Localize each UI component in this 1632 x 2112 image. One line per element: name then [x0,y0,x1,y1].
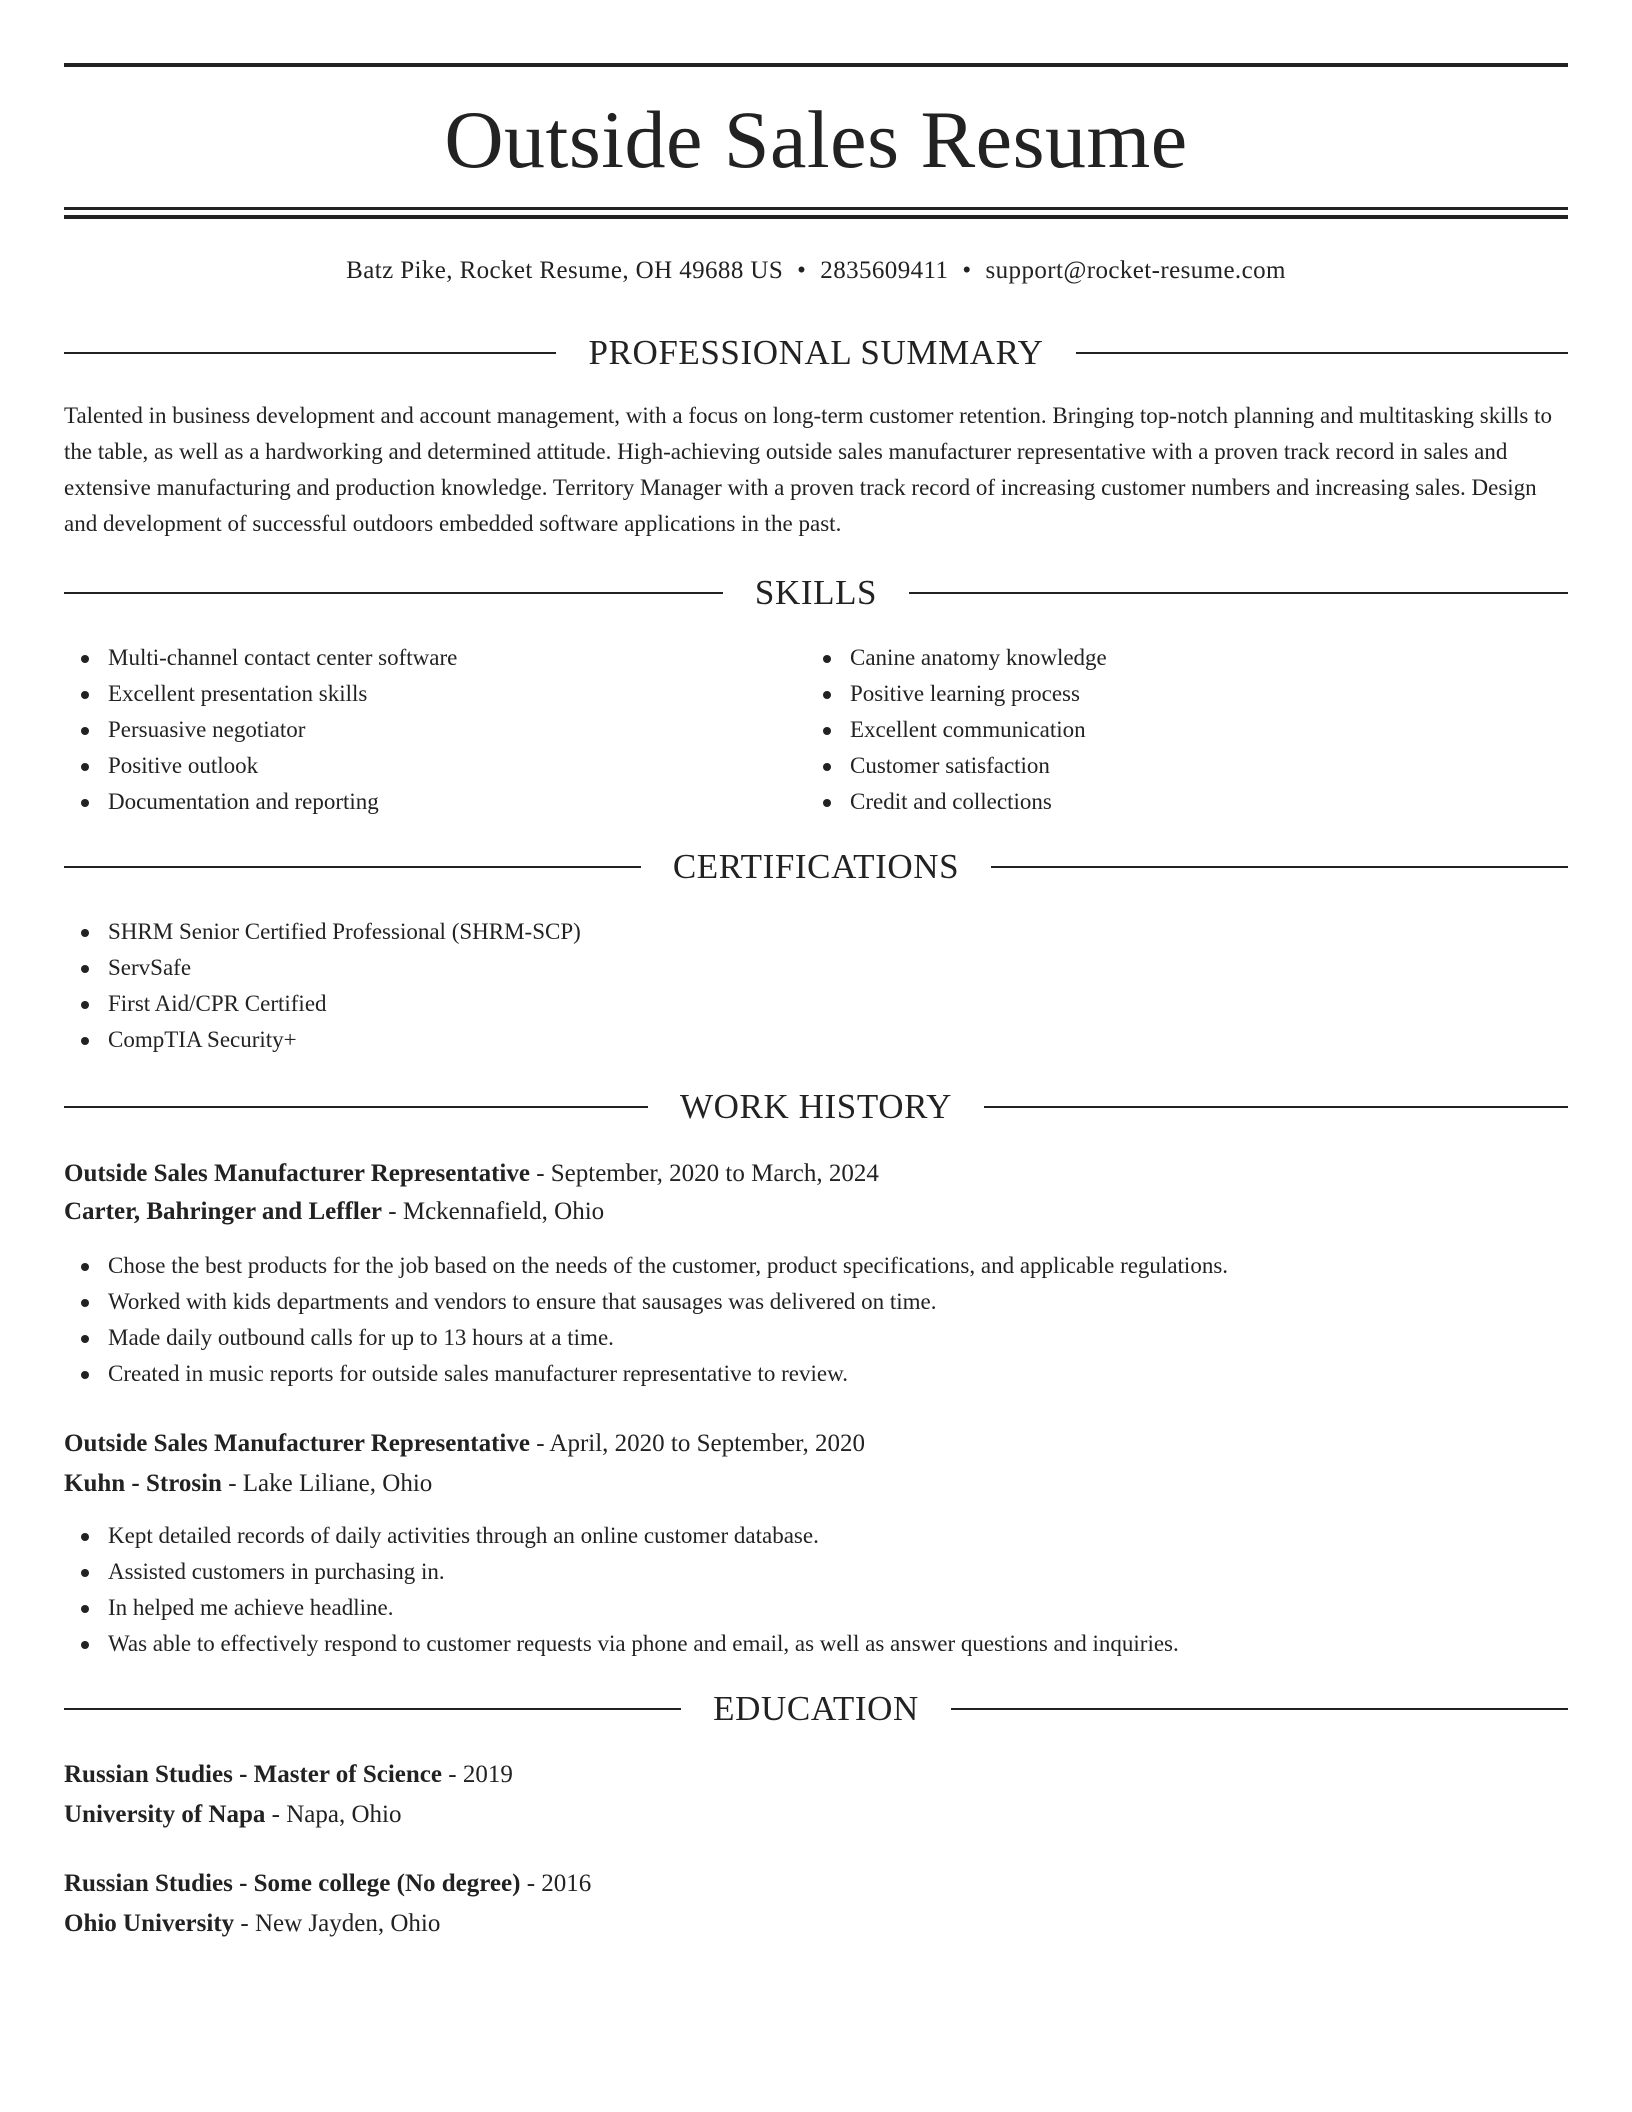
job-location: - Mckennafield, Ohio [382,1198,605,1225]
job-dates: - April, 2020 to September, 2020 [529,1430,866,1457]
skill-item: Positive outlook [64,748,804,784]
education-location: - Napa, Ohio [265,1801,402,1828]
job-company: Kuhn - Strosin [64,1470,222,1497]
bullet-dot [81,1299,89,1307]
education-location: - New Jayden, Ohio [234,1910,441,1937]
contact-line [64,253,1568,289]
job-bullet: In helped me achieve headline. [64,1590,1568,1626]
bullet-dot [81,799,89,807]
skills-list-right [806,640,1546,820]
job-dates: - September, 2020 to March, 2024 [529,1160,879,1187]
job-company: Carter, Bahringer and Leffler [64,1198,383,1225]
contact-address: Batz Pike, Rocket Resume, OH 49688 US [346,257,784,284]
job-bullet: Kept detailed records of daily activities through an online customer database. [64,1518,1568,1554]
education-heading-label: EDUCATION [713,1689,919,1728]
bullet-dot [81,727,89,735]
bullet-dot [823,799,831,807]
skill-item: Excellent presentation skills [64,676,804,712]
skills-list-left [64,640,804,820]
skill-item: Persuasive negotiator [64,712,804,748]
summary-text: Talented in business development and account management, with a focus on long-term customer retention. Bringing top-notch planning and multitasking skills to the table, as well as a hardworking and determined attitude. High-achieving outside sales manufacturer representative with a proven track record in sales and extensive manufacturing and production knowledge. Territory Manager with a proven track record of increasing customer numbers and increasing sales. Design and development of successful outdoors embedded software applications in the past. [64,403,1552,536]
job-location: - Lake Liliane, Ohio [221,1470,433,1497]
bullet-dot [81,1037,89,1045]
bullet-dot [823,763,831,771]
summary-heading [64,331,1568,375]
heading-rule-left [64,592,723,594]
job-bullet: Worked with kids departments and vendors to ensure that sausages was delivered on time. [64,1284,1568,1320]
job-bullet: Created in music reports for outside sales manufacturer representative to review. [64,1356,1568,1392]
education-school: University of Napa [64,1801,266,1828]
job-bullet: Made daily outbound calls for up to 13 hours at a time. [64,1320,1568,1356]
contact-email: support@rocket-resume.com [985,257,1286,284]
bullet-dot [81,1641,89,1649]
certification-item: First Aid/CPR Certified [64,986,1568,1022]
job-company-line [64,1466,1568,1502]
bullet-dot [81,1001,89,1009]
heading-rule-right [984,1106,1568,1108]
job-title-line [64,1156,1568,1192]
job-title-line [64,1426,1568,1462]
certification-item: CompTIA Security+ [64,1022,1568,1058]
bullet-dot [823,727,831,735]
summary-heading-label: PROFESSIONAL SUMMARY [588,333,1044,372]
certification-item: SHRM Senior Certified Professional (SHRM-SCP) [64,914,1568,950]
bullet-dot [81,1335,89,1343]
bullet-dot [81,1263,89,1271]
heading-rule-left [64,1708,681,1710]
education-year: - 2016 [520,1870,592,1897]
bullet-dot [81,1569,89,1577]
job-bullets [64,1518,1568,1662]
bullet-dot [81,655,89,663]
education-heading [64,1687,1568,1731]
education-school: Ohio University [64,1910,235,1937]
skill-item: Customer satisfaction [806,748,1546,784]
certifications-heading [64,845,1568,889]
skill-item: Excellent communication [806,712,1546,748]
education-degree: Russian Studies - Some college (No degree) [64,1870,521,1897]
education-degree-line [64,1757,1568,1793]
skill-item: Documentation and reporting [64,784,804,820]
work-history-heading [64,1085,1568,1129]
bullet-dot [81,763,89,771]
job-bullet: Assisted customers in purchasing in. [64,1554,1568,1590]
education-school-line [64,1906,1568,1942]
education-year: - 2019 [442,1761,513,1788]
bullet-dot [81,1371,89,1379]
job-bullets [64,1248,1568,1392]
bullet-dot [81,1533,89,1541]
title-rule-lower [64,215,1568,219]
heading-rule-left [64,866,641,868]
heading-rule-right [909,592,1568,594]
certification-item: ServSafe [64,950,1568,986]
job-bullet: Chose the best products for the job based on the needs of the customer, product specifications, and applicable regulations. [64,1248,1568,1284]
skill-item: Positive learning process [806,676,1546,712]
contact-phone: 2835609411 [820,257,949,284]
bullet-dot [81,929,89,937]
resume-title: Outside Sales Resume [444,94,1188,185]
bullet-dot [823,691,831,699]
bullet-dot [823,655,831,663]
job-title: Outside Sales Manufacturer Representative [64,1160,530,1187]
title-rule-upper [64,207,1568,210]
bullet-dot [81,1605,89,1613]
skills-heading [64,571,1568,615]
certifications-list [64,914,1568,1058]
contact-separator: • [962,257,972,284]
education-degree-line [64,1866,1568,1902]
job-title: Outside Sales Manufacturer Representative [64,1430,530,1457]
certifications-heading-label: CERTIFICATIONS [672,847,960,886]
heading-rule-right [951,1708,1568,1710]
heading-rule-left [64,352,556,354]
heading-rule-right [1076,352,1568,354]
heading-rule-left [64,1106,648,1108]
education-degree: Russian Studies - Master of Science [64,1761,443,1788]
contact-separator: • [797,257,807,284]
bullet-dot [81,691,89,699]
skills-heading-label: SKILLS [754,573,878,612]
skill-item: Canine anatomy knowledge [806,640,1546,676]
bullet-dot [81,965,89,973]
job-bullet: Was able to effectively respond to customer requests via phone and email, as well as answer questions and inquiries. [64,1626,1568,1662]
education-school-line [64,1797,1568,1833]
skill-item: Multi-channel contact center software [64,640,804,676]
job-company-line [64,1194,1568,1230]
top-rule [64,63,1568,67]
work-history-heading-label: WORK HISTORY [680,1087,952,1126]
skill-item: Credit and collections [806,784,1546,820]
heading-rule-right [991,866,1568,868]
